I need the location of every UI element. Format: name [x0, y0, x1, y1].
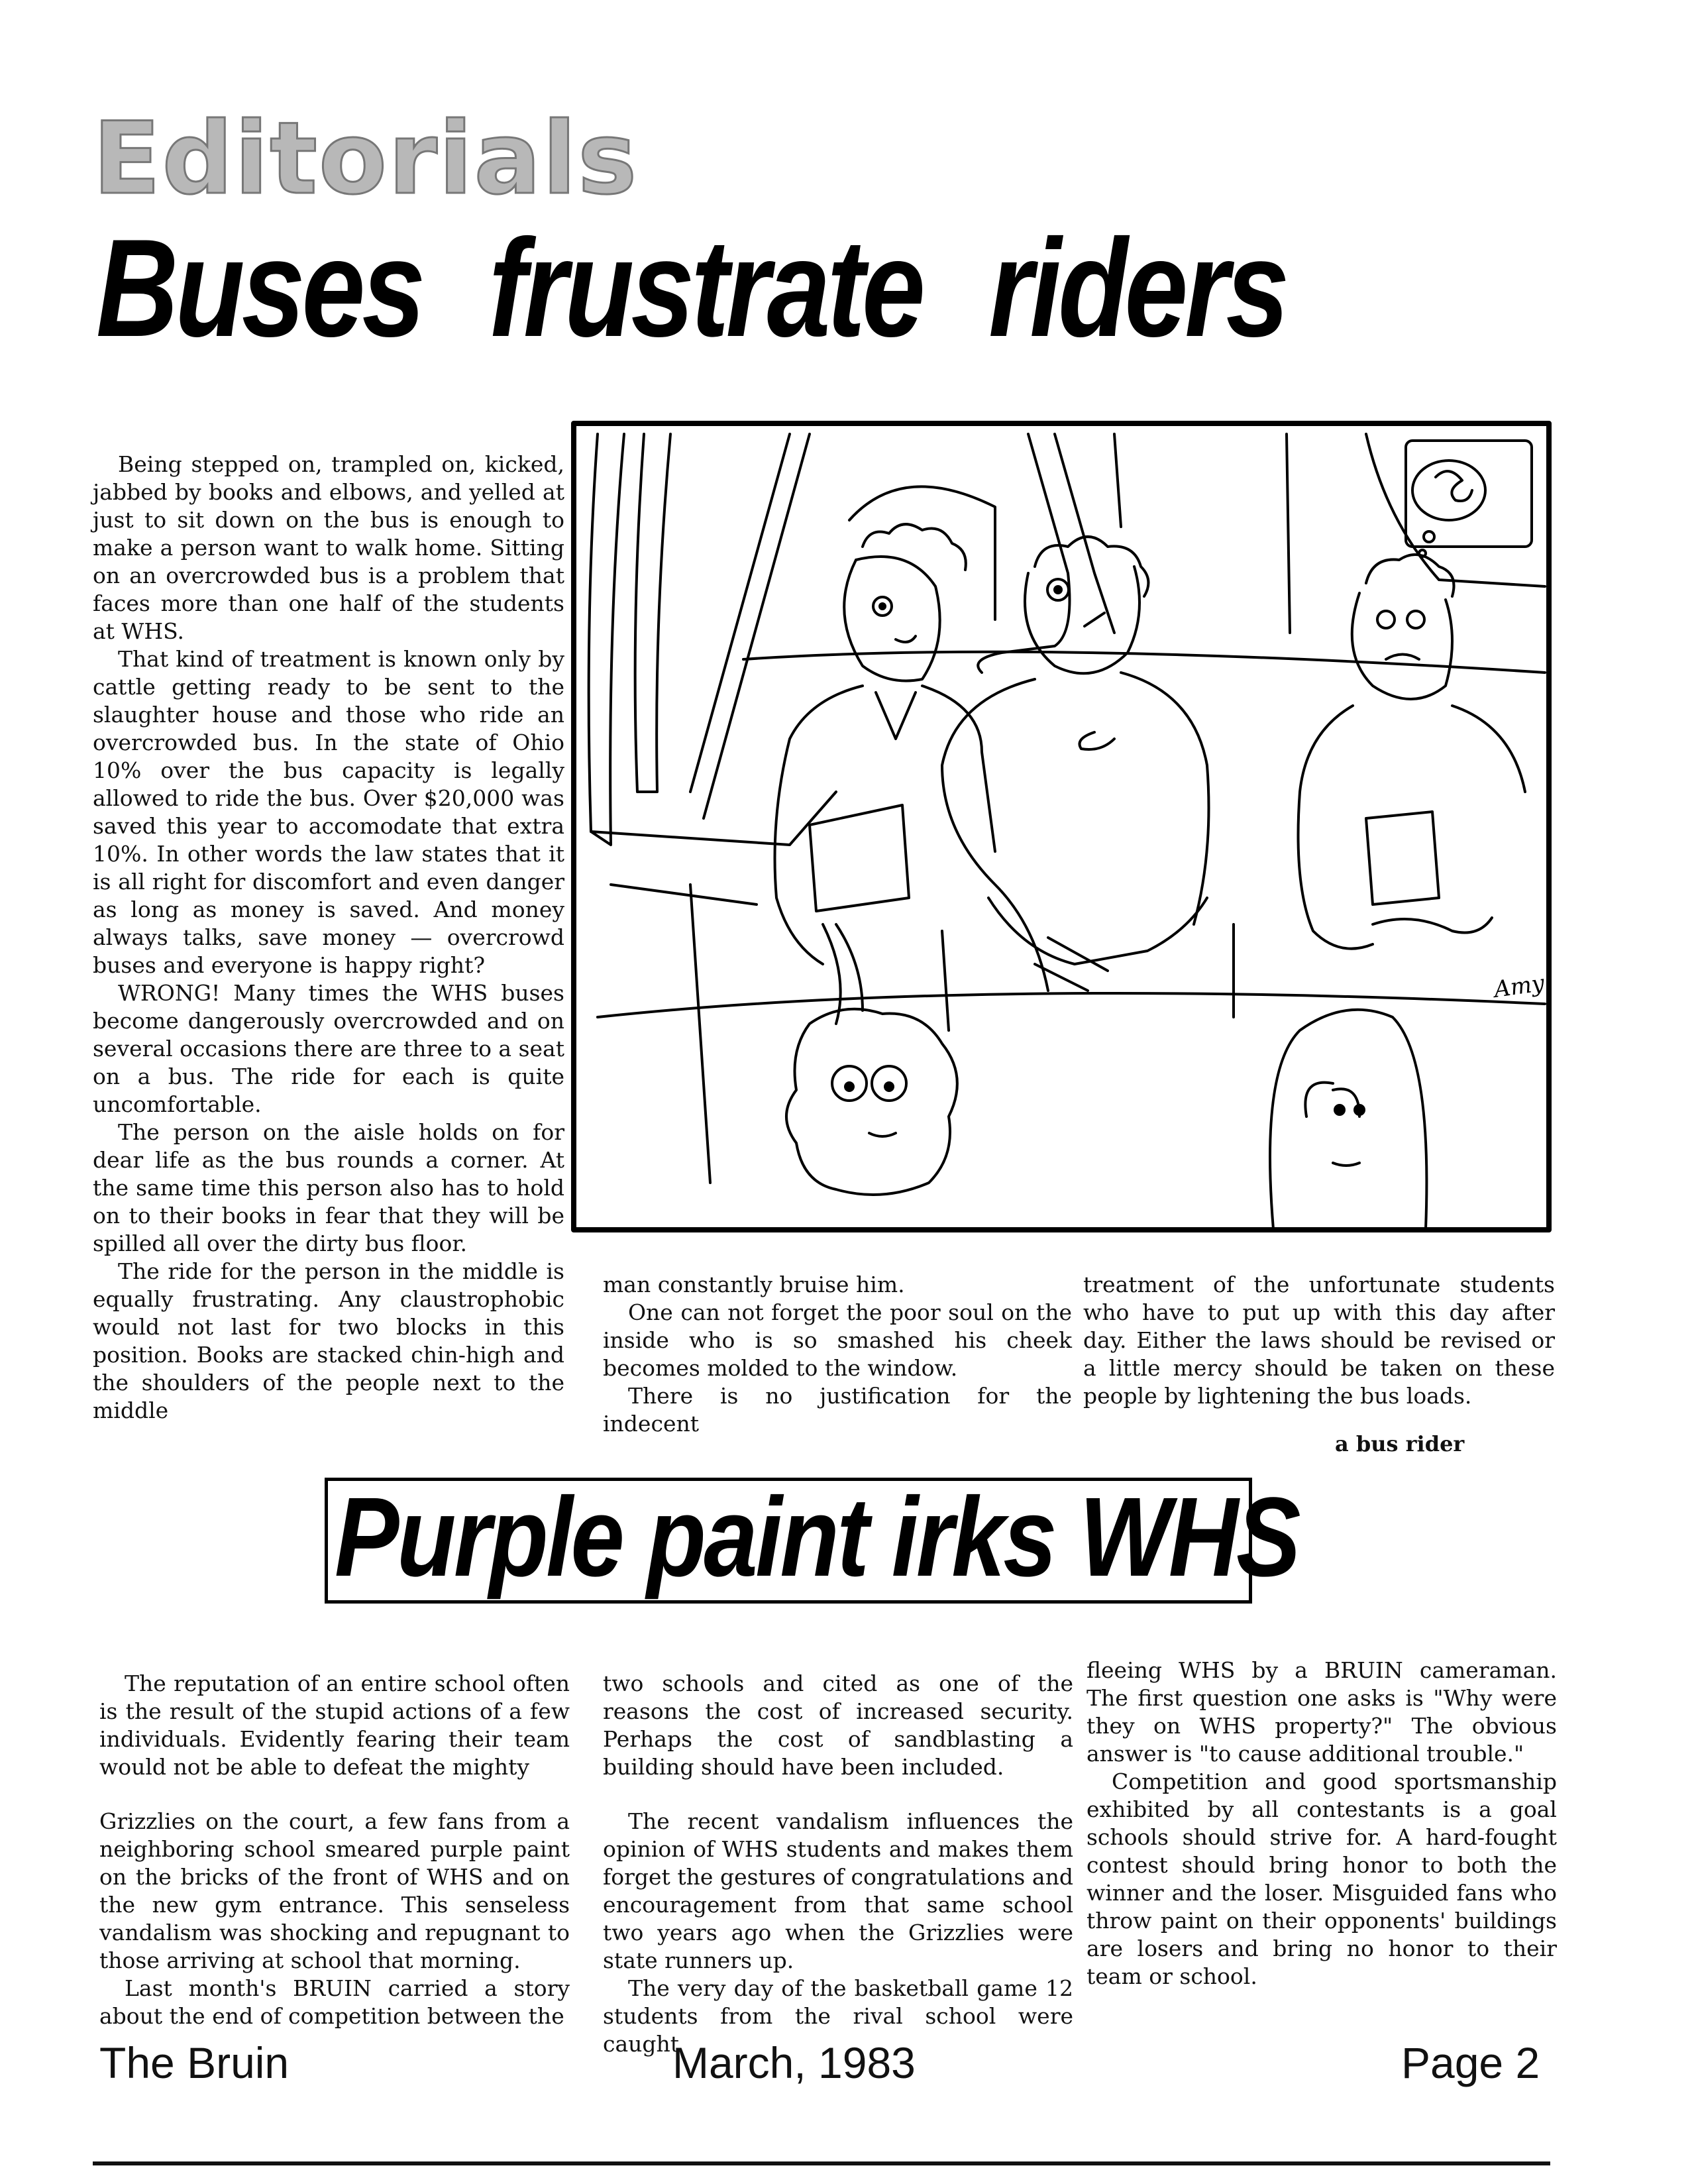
- article1-column-3: [1083, 1271, 1555, 1410]
- paragraph: There is no justification for the indecent: [603, 1383, 1072, 1437]
- article2-column-2: [603, 1670, 1073, 2058]
- article-headline: Buses frustrate riders: [96, 210, 1287, 366]
- publication-name: The Bruin: [99, 2038, 290, 2087]
- paragraph: two schools and cited as one of the reasons the cost of increased security. Perhaps the cost of sandblasting a building should have been included.: [603, 1670, 1073, 1780]
- page-number: Page 2: [1401, 2038, 1540, 2087]
- paragraph: Being stepped on, trampled on, kicked, jabbed by books and elbows, and yelled at just to sit down on the bus is enough to make a person want to walk home. Sitting on an overcrowded bus is a problem that faces more than one half of the students at WHS.: [93, 451, 564, 644]
- paragraph: The very day of the basketball game 12 students from the rival school were caught: [603, 1975, 1073, 2057]
- footer-rule: [93, 2161, 1550, 2165]
- article-headline: Purple paint irks WHS: [335, 1474, 1299, 1600]
- cartoonist-signature: Amy: [1492, 969, 1546, 1003]
- paragraph: The person on the aisle holds on for dear life as the bus rounds a corner. At the same time this person also has to hold on to their books in fear that they will be spilled all over the dirty bus floor.: [93, 1119, 564, 1256]
- paragraph: fleeing WHS by a BRUIN cameraman. The first question one asks is "Why were they on WHS property?" The obvious answer is "to cause additional trouble.": [1086, 1657, 1557, 1767]
- paragraph: WRONG! Many times the WHS buses become dangerously overcrowded and on several occasions there are three to a seat on a bus. The ride for each is quite uncomfortable.: [93, 980, 564, 1117]
- issue-date: March, 1983: [672, 2038, 916, 2087]
- article2-column-3: [1086, 1657, 1557, 1991]
- paragraph: man constantly bruise him.: [603, 1272, 905, 1297]
- article1-column-2: [603, 1271, 1072, 1438]
- paragraph: That kind of treatment is known only by cattle getting ready to be sent to the slaughter house and those who ride an overcrowded bus. In the state of Ohio 10% over the bus capacity is legally allowed to ride the bus. Over $20,000 was saved this year to accomodate that extra 10%. In other words the law states that it is all right for discomfort and even danger as long as money is saved. And money always talks, save money — overcrowd buses and everyone is happy right?: [93, 646, 564, 978]
- paragraph: Last month's BRUIN carried a story about the end of competition between the: [99, 1975, 570, 2029]
- paragraph: One can not forget the poor soul on the inside who is so smashed his cheek becomes molded to the window.: [603, 1299, 1072, 1381]
- paragraph: Grizzlies on the court, a few fans from a neighboring school smeared purple paint on the bricks of the front of WHS and on the new gym entrance. This senseless vandalism was shocking and repugnant to those arriving at school that morning.: [99, 1808, 570, 1973]
- article2-column-1: [99, 1670, 570, 2030]
- paragraph: The reputation of an entire school often is the result of the stupid actions of a few individuals. Evidently fearing their team would not be able to defeat the mighty: [99, 1670, 570, 1780]
- byline: a bus rider: [1335, 1431, 1465, 1456]
- paragraph: The recent vandalism influences the opinion of WHS students and makes them forget the gestures of congratulations and encouragement from that same school two years ago when the Grizzlies were state runners up.: [603, 1808, 1073, 1973]
- paragraph: The ride for the person in the middle is equally frustrating. Any claustrophobic would not last for two blocks in this position. Books are stacked chin-high and the shoulders of the people next to the middle: [93, 1258, 564, 1423]
- paragraph: treatment of the unfortunate students who have to put up with this day after day. Either the laws should be revised or a little mercy should be taken on these people by lightening the bus loads.: [1083, 1272, 1555, 1409]
- section-label: Editorials: [93, 101, 639, 217]
- article1-column-1: [93, 451, 564, 1425]
- bus-riders-cartoon: [571, 421, 1552, 1232]
- paragraph: Competition and good sportsmanship exhibited by all contestants is a goal schools should strive for. A hard-fought contest should bring honor to both the winner and the loser. Misguided fans who throw paint on their opponents' buildings are losers and bring no honor to their team or school.: [1086, 1769, 1557, 1989]
